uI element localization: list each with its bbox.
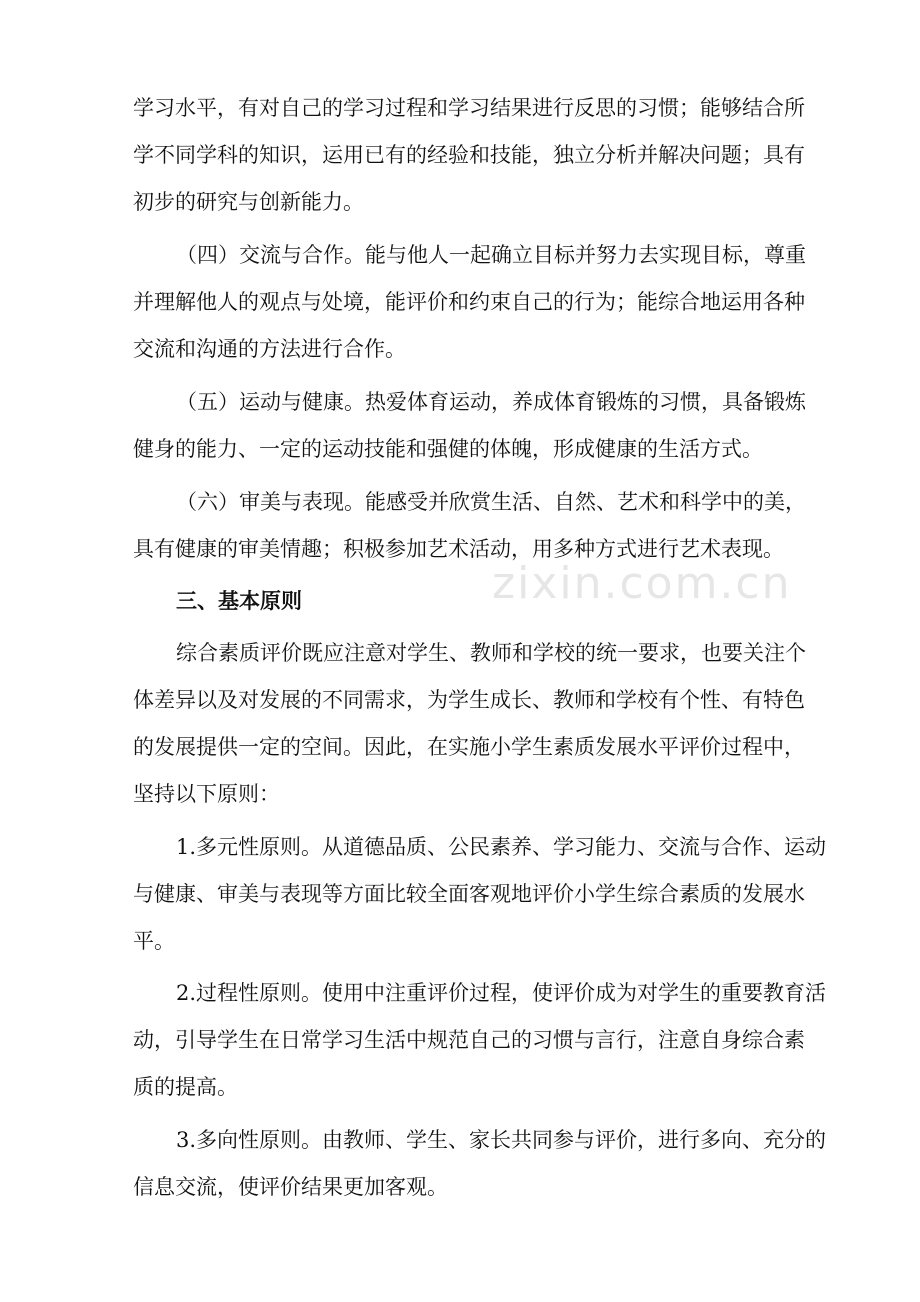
paragraph-start-line: 3.多向性原则。由教师、学生、家长共同参与评价，进行多向、充分的 xyxy=(176,1128,827,1152)
text-line: 坚持以下原则： xyxy=(133,782,280,806)
text-line: 交流和沟通的方法进行合作。 xyxy=(133,337,406,361)
text-line: 的发展提供一定的空间。因此，在实施小学生素质发展水平评价过程中， xyxy=(133,735,805,759)
section-heading: 三、基本原则 xyxy=(176,588,302,613)
text-line: 初步的研究与创新能力。 xyxy=(133,190,364,214)
paragraph-start-line: 综合素质评价既应注意对学生、教师和学校的统一要求，也要关注个 xyxy=(176,641,806,665)
text-line: 动，引导学生在日常学习生活中规范自己的习惯与言行，注意自身综合素 xyxy=(133,1028,805,1052)
text-line: 体差异以及对发展的不同需求，为学生成长、教师和学校有个性、有特色 xyxy=(133,688,805,712)
text-line: 与健康、审美与表现等方面比较全面客观地评价小学生综合素质的发展水 xyxy=(133,882,805,906)
text-line: 并理解他人的观点与处境，能评价和约束自己的行为；能综合地运用各种 xyxy=(133,290,805,314)
text-line: 健身的能力、一定的运动技能和强健的体魄，形成健康的生活方式。 xyxy=(133,437,763,461)
watermark: zixin.com.cn xyxy=(492,558,792,609)
paragraph-start-line: （四）交流与合作。能与他人一起确立目标并努力去实现目标，尊重 xyxy=(176,243,806,267)
text-line: 信息交流，使评价结果更加客观。 xyxy=(133,1175,448,1199)
paragraph-start-line: （六）审美与表现。能感受并欣赏生活、自然、艺术和科学中的美， xyxy=(176,490,806,514)
text-line: 具有健康的审美情趣；积极参加艺术活动，用多种方式进行艺术表现。 xyxy=(133,537,784,561)
paragraph-start-line: （五）运动与健康。热爱体育运动，养成体育锻炼的习惯，具备锻炼 xyxy=(176,390,806,414)
paragraph-start-line: 1.多元性原则。从道德品质、公民素养、学习能力、交流与合作、运动 xyxy=(176,835,827,859)
text-line: 质的提高。 xyxy=(133,1075,238,1099)
text-line: 学不同学科的知识，运用已有的经验和技能，独立分析并解决问题；具有 xyxy=(133,143,805,167)
text-line: 学习水平，有对自己的学习过程和学习结果进行反思的习惯；能够结合所 xyxy=(133,96,805,120)
paragraph-start-line: 2.过程性原则。使用中注重评价过程，使评价成为对学生的重要教育活 xyxy=(176,981,827,1005)
text-line: 平。 xyxy=(133,929,175,953)
